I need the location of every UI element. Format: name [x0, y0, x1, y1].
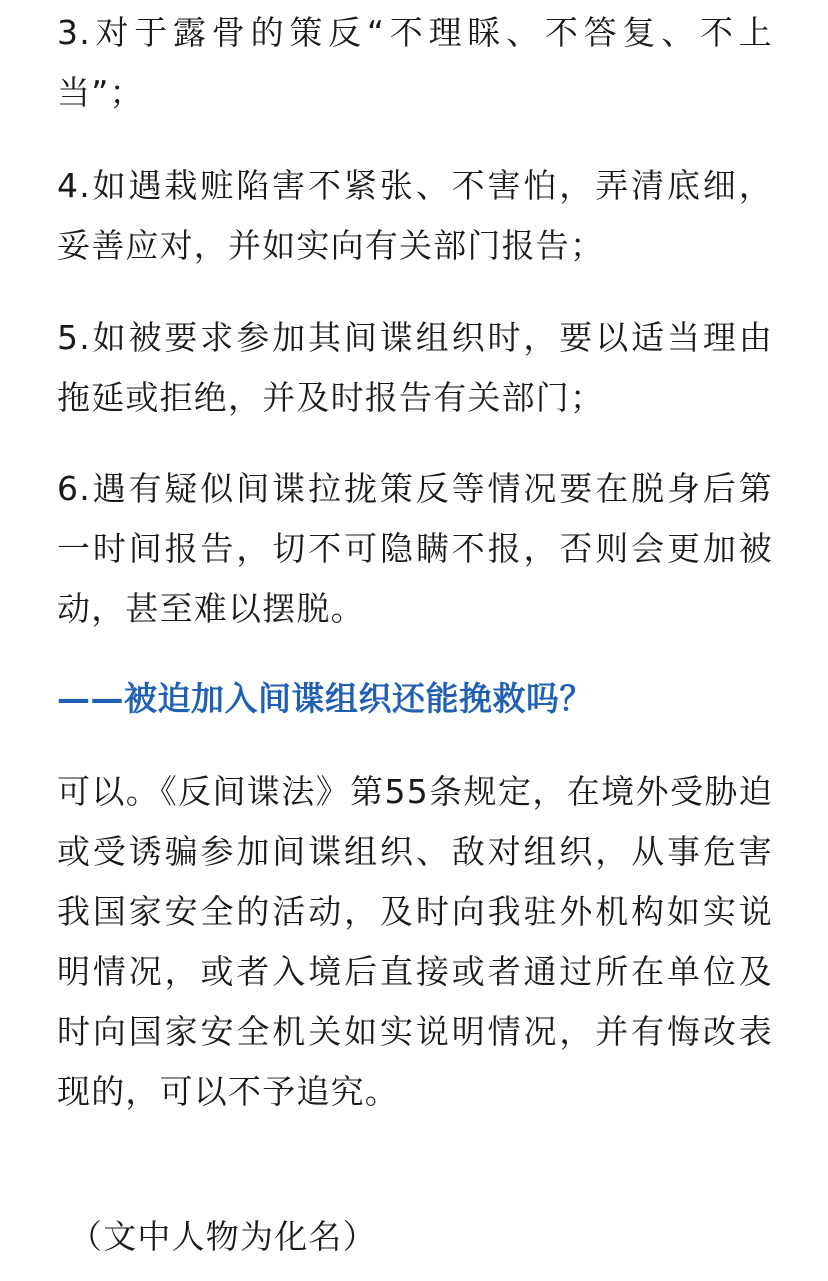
answer-paragraph: 可以。《反间谍法》第55条规定，在境外受胁迫或受诱骗参加间谍组织、敌对组织，从事危害我国家安全的活动，及时向我驻外机构如实说明情况，或者入境后直接或者通过所在单位及时向国家安全机关如实说明情况，并有悔改表现的，可以不予追究。: [57, 772, 773, 1111]
paragraph-item-5: 5.如被要求参加其间谍组织时，要以适当理由拖延或拒绝，并及时报告有关部门；: [57, 318, 773, 417]
paragraph-item-6: 6.遇有疑似间谍拉拢策反等情况要在脱身后第一时间报告，切不可隐瞒不报，否则会更加被动，甚至难以摆脱。: [57, 469, 773, 628]
footnote: （文中人物为化名）: [69, 1217, 377, 1256]
section-heading: ——被迫加入间谍组织还能挽救吗？: [57, 679, 593, 718]
paragraph-item-3: 3.对于露骨的策反“不理睬、不答复、不上当”；: [57, 13, 773, 112]
paragraph-item-4: 4.如遇栽赃陷害不紧张、不害怕，弄清底细，妥善应对，并如实向有关部门报告；: [57, 166, 773, 265]
